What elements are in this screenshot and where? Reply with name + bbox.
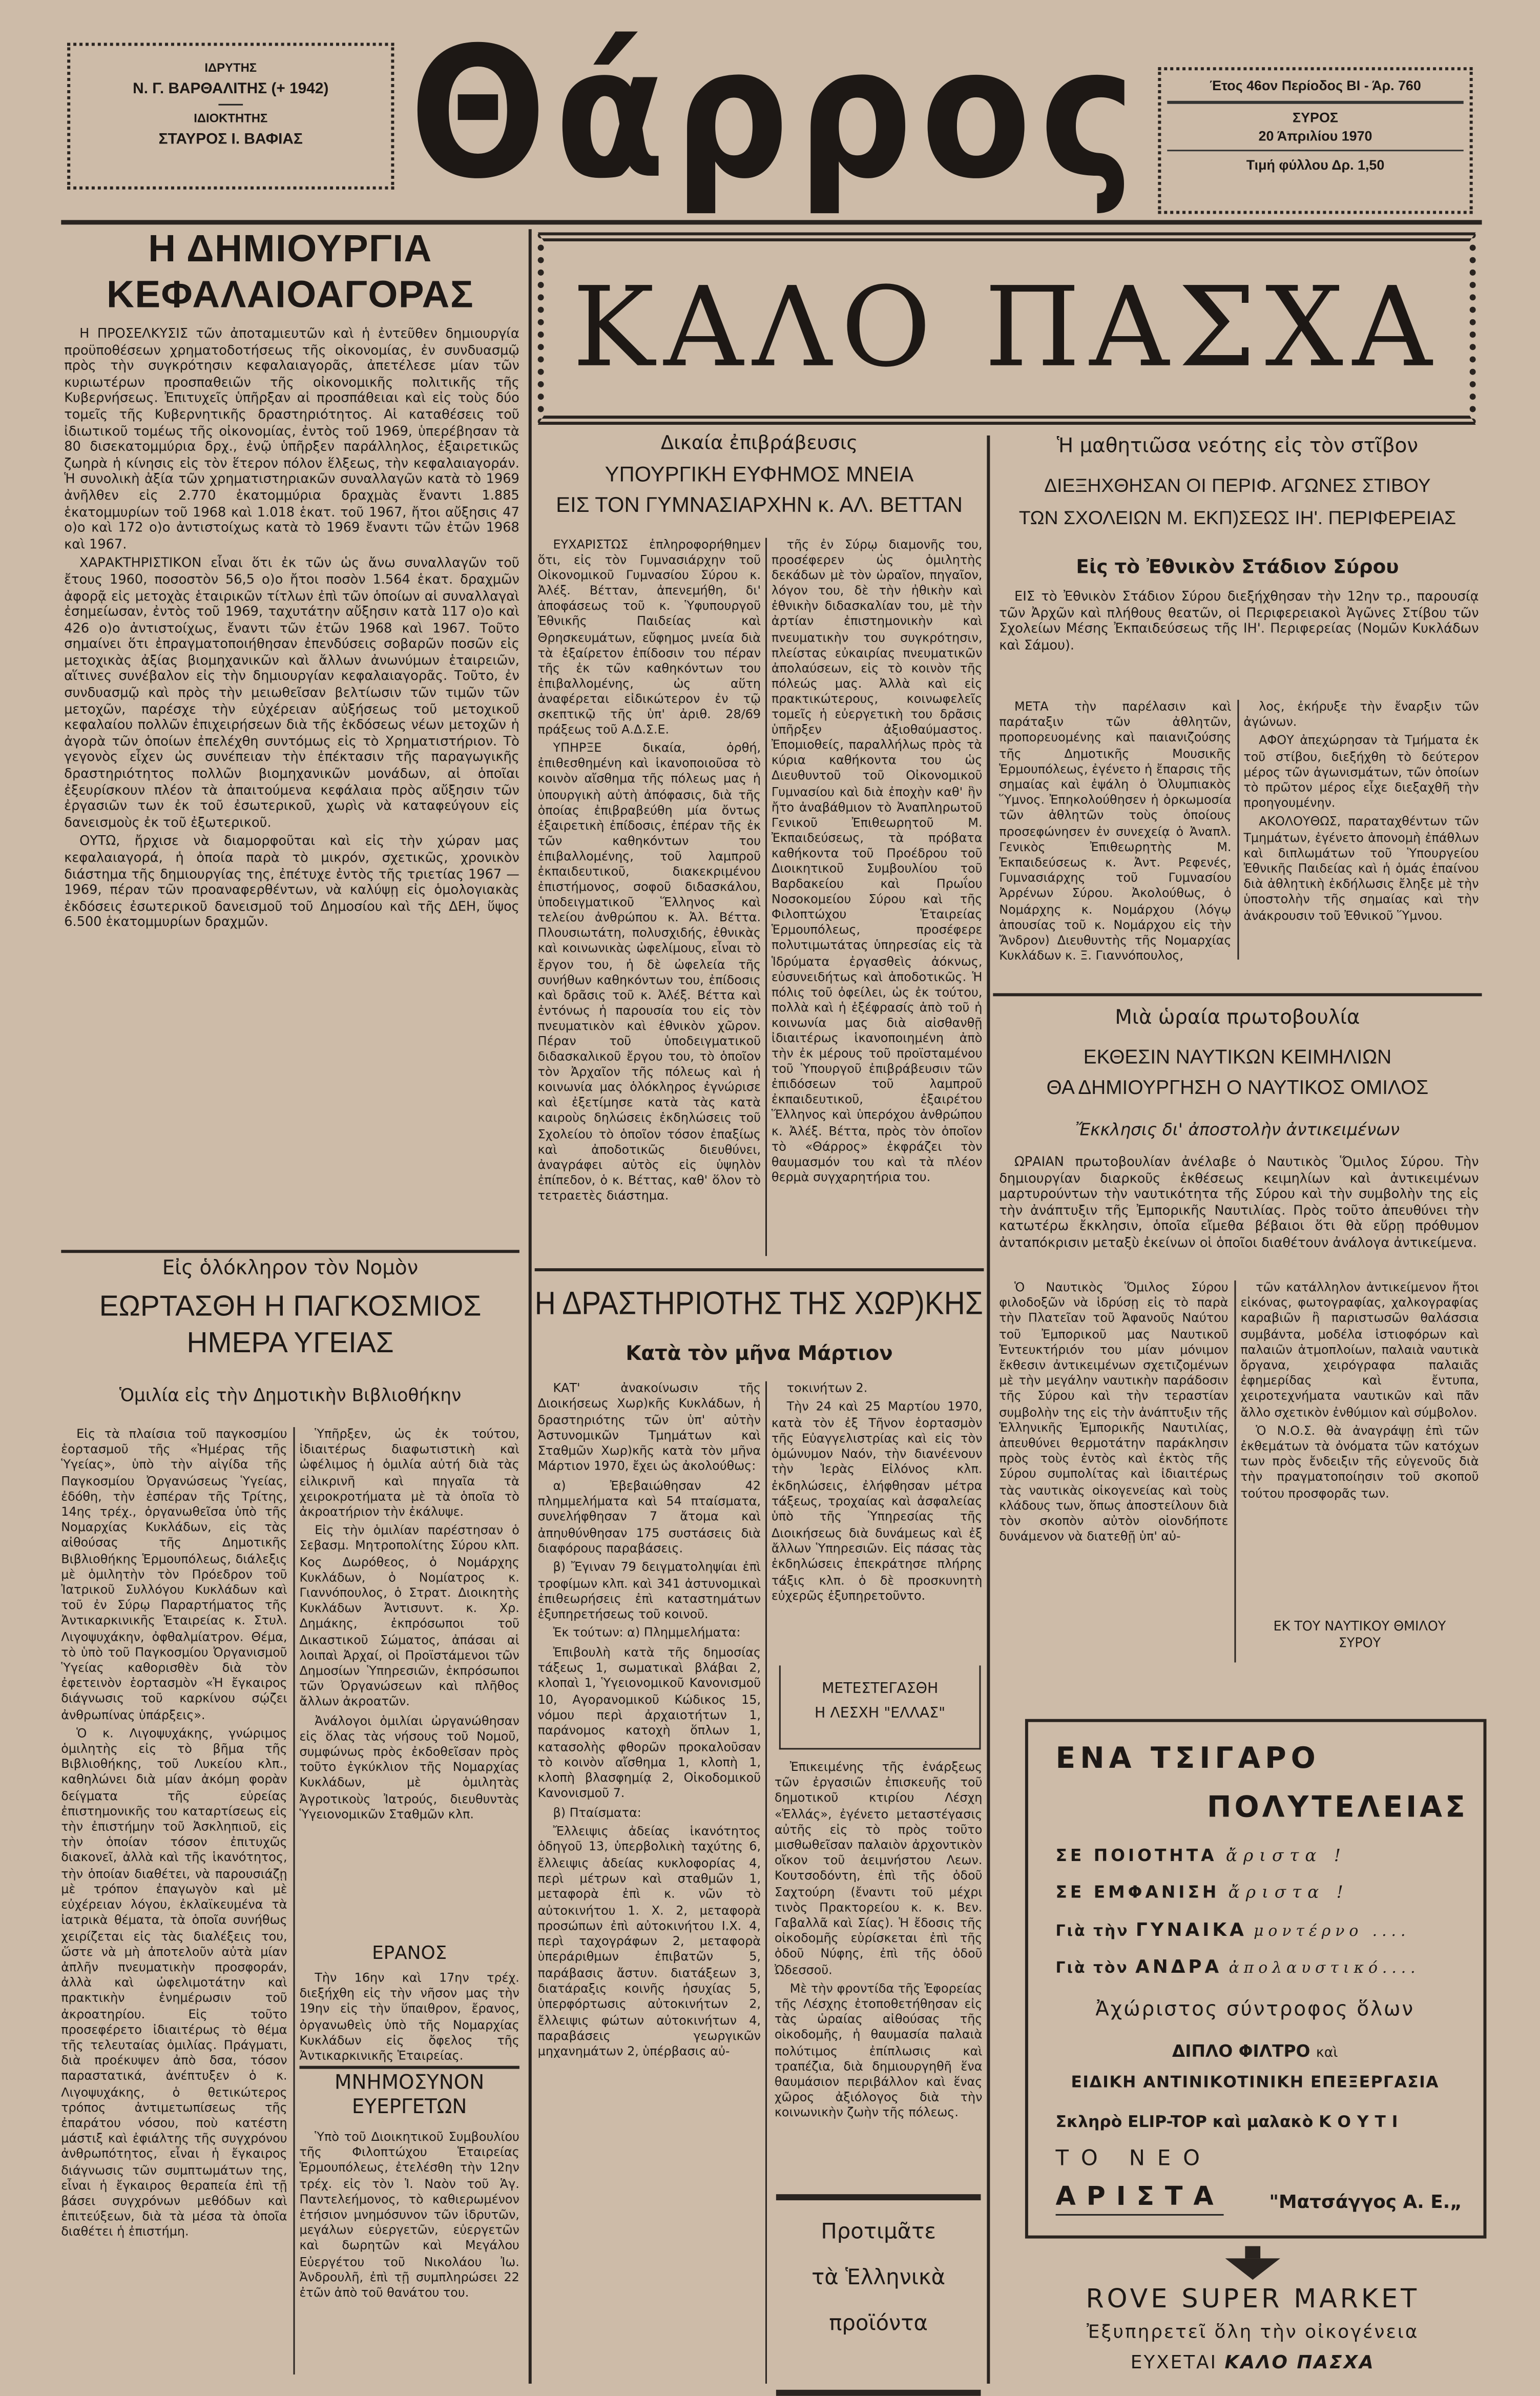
nautical-headline-line1: ΕΚΘΕΣΙΝ ΝΑΥΤΙΚΩΝ ΚΕΙΜΗΛΙΩΝ <box>1083 1045 1392 1068</box>
paragraph: ΕΥΧΑΡΙΣΤΩΣ ἐπληροφορήθημεν ὅτι, εἰς τὸν Γυμνασιάρχην τοῦ Οἰκονομικοῦ Γυμνασίου Σύρου κ. Ἀλέξ. Βέτταν, ἀπενεμήθη, δι' ἀποφάσεως τοῦ κ. Ὑφυπουργοῦ Ἐθνικῆς Παιδείας καὶ Θρησκευμάτων, εὔφημος μνεία διὰ τὰ ἐξαίρετον ἐπίδοσιν του πέραν τῆς ἐκ τῶν καθηκόντων του ἐπιβαλλομένης, ὡς αὕτη ἀναφέρεται εἰδικώτερον ἐν τῷ σκεπτικῷ τῆς ὑπ' ἀριθ. 28/69 πράξεως τοῦ Α.Δ.Σ.Ε. <box>537 538 761 737</box>
arista-l8a: ΔΙΠΛΟ ΦΙΛΤΡΟ <box>1172 2041 1310 2061</box>
arista-l2: ΠΟΛΥΤΕΛΕΙΑΣ <box>1207 1790 1468 1825</box>
betta-headline-line2: ΕΙΣ ΤΟΝ ΓΥΜΝΑΣΙΑΡΧΗΝ κ. ΑΛ. ΒΕΤΤΑΝ <box>556 492 963 517</box>
club-box-header <box>779 1665 981 1749</box>
section-rule <box>61 1250 519 1252</box>
greek-ad-line3: προϊόντα <box>829 2311 928 2337</box>
health-subhead-text: Ὁμιλία εἰς τὴν Δημοτικὴν Βιβλιοθήκην <box>119 1384 462 1406</box>
arista-l6c: ἀπολαυστικό.... <box>1229 1960 1420 1977</box>
column-divider <box>1237 700 1239 960</box>
arista-l4 <box>1056 1881 1468 1906</box>
athletics-subhead <box>993 553 1482 579</box>
athletics-headline-line2: ΤΩΝ ΣΧΟΛΕΙΩΝ Μ. ΕΚΠ)ΣΕΩΣ ΙΗ'. ΠΕΡΙΦΕΡΕΙΑΣ <box>1018 507 1456 529</box>
section-rule <box>299 2066 519 2068</box>
arista-l7: Ἀχώριστος σύντροφος ὅλων <box>1095 1998 1415 2022</box>
health-subhead <box>61 1385 519 1408</box>
paragraph: β) Ἔγιναν 79 δειγματοληψίαι ἐπὶ τροφίμων κλπ. καὶ 341 ἀστυνομικαὶ ἐπιθεωρήσεις ἐπὶ καταστημάτων ἐξυπηρετήσεως τοῦ κοινοῦ. <box>537 1560 761 1622</box>
nautical-subhead <box>993 1119 1482 1142</box>
paragraph: τῆς ἐν Σύρῳ διαμονῆς του, προσέφερεν ὡς ὁμιλητὴς δεκάδων μὲ τὸν ὡραῖον, πηγαῖον, λόγον του, δὲ τὴν ἠθικὴν καὶ ἐθνικὴν διδασκαλίαν του, μὲ τὴν ἀρτίαν ἐπιστημονικὴν καὶ πνευματικὴν του συγκρότησιν, πλείστας εὐκαιρίας πνευματικῶν ἀπολαύσεων, εἰς τὸ κοινὸν τῆς πόλεώς μας. Ἀλλὰ καὶ εἰς πρακτικώτερους, κοινωφελεῖς τομεῖς ἡ εὐεργετικὴ του δρᾶσις ὑπῆρξεν ἀξιοθαύμαστος. Ἐπομιοθείς, παραλλήλως πρὸς τὰ κύρια καθήκοντα του ὡς Διευθυντοῦ τοῦ Οἰκονομικοῦ Γυμνασίου καὶ διὰ ἐποχὴν καθ' ἣν ἤτο ἀναβάθμιον τὸ Ἀναπληρωτοῦ Γενικοῦ Ἐπιθεωρητοῦ Μ. Ἐκπαιδεύσεως, τὰ πρόβατα καθήκοντα τοῦ Προέδρου τοῦ Διοικητικοῦ Συμβουλίου τοῦ Βαρδακείου καὶ Πρωΐου Νοσοκομείου Σύρου καὶ τῆς Φιλοπτώχου Ἑταιρείας Ἑρμουπόλεως, προσέφερε πολυτιμωτάτας ὑπηρεσίας εἰς τὰ Ἱδρύματα ἐργασθεὶς ἀόκνως, εὐσυνειδήτως καὶ ἀποδοτικῶς. Ἡ πόλις τοῦ ὀφείλει, ὡς ἐκ τούτου, πολλὰ καὶ ἡ ἐξέφρασίς ἀπὸ τοῦ ἡ κοινωνία μας διὰ αἰσθανθῇ ἰδιαιτέρως ἱκανοποιημένη ἀπὸ τὴν ἐκ μέρους τοῦ προϊσταμένου τοῦ Ὑπουργοῦ ἐπιβράβευσιν τῶν ἐπιδόσεων τοῦ λαμπροῦ ἐκπαιδευτικοῦ, ἐξαιρέτου Ἕλληνος καὶ ὑπερόχου ἀνθρώπου κ. Ἀλέξ. Βέττα, πρὸς τὸν ὁποῖον τὸ «Θάρρος» ἐκφράζει τὸν θαυμασμόν του καὶ τὰ πλέον θερμὰ συγχαρητήρια του. <box>771 538 983 1184</box>
police-col2 <box>772 1381 983 1663</box>
police-subhead <box>535 1341 984 1368</box>
arista-l10 <box>1056 2110 1468 2135</box>
paragraph: Η ΠΡΟΣΕΛΚΥΣΙΣ τῶν ἀποταμιευτῶν καὶ ἡ ἐντεῦθεν δημιουργία προϋποθέσεων χρηματοδοτήσεως τῆς οἰκονομίας, ἐν συνδυασμῷ πρὸς τὴν συγκρότησιν κεφαλαιαγορᾶς, ἀπετέλεσε μίαν τῶν κυριωτέρων προσπαθειῶν τῆς οἰκονομικῆς πολιτικῆς τῆς Κυβερνήσεως. Ἐπιτυχεῖς ὑπῆρξαν αἱ προσπάθειαι καὶ εἰς τοὺς δύο τομεῖς τῆς Κυβερνητικῆς δραστηριότητος. Αἱ καταθέσεις τοῦ ἰδιωτικοῦ τομέως τῆς οἰκονομίας, ἐντὸς τοῦ 1969, ὑπερέβησαν τὰ 80 δισεκατομμύρια δρχ., ἐνῷ ὑπῆρξεν παράλληλος, ἐξαιρετικῶς ζωηρὰ ἡ κίνησις εἰς τὸν ἕτερον πόλον ἕλξεως, τὴν κεφαλαιαγοράν. Ἡ συνολικὴ ἀξία τῶν χρηματιστηριακῶν συναλλαγῶν κατὰ τὸ 1969 ἀνῆλθεν εἰς 2.770 ἑκατομμύρια δραχμὰς ἔναντι 1.885 ἑκατομμυρίων τοῦ 1968 καὶ 1.018 ἑκατ. τοῦ 1967, ἤτοι αὔξησις 47 ο)ο καὶ 172 ο)ο ἀντιστοίχως κατὰ τὸ 1969 ἔναντι τῶν ἐτῶν 1968 καὶ 1967. <box>64 327 519 553</box>
police-col1 <box>538 1381 761 2384</box>
capital-headline-line1: Η ΔΗΜΙΟΥΡΓΙΑ <box>148 228 432 271</box>
paragraph: ΩΡΑΙΑΝ πρωτοβουλίαν ἀνέλαβε ὁ Ναυτικὸς Ὅμιλος Σύρου. Τὴν δημιουργίαν διαρκοῦς ἐκθέσεως κειμηλίων καὶ ἀντικειμένων μαρτυρούντων τὴν ναυτικότητα τῆς Σύρου καὶ τὴν συμβολὴν της εἰς τὴν ἀνάπτυξιν τῆς Ἐμπορικῆς Ναυτιλίας. Πρὸς τοῦτο ἀπευθύνει τὴν κατωτέρω ἔκκλησιν, ὁποῖα εἴμεθα βέβαιοι ὅτι θὰ εὕρῃ πρόθυμον ἀνταπόκρισιν μεταξὺ ἐκείνων οἱ ὁποῖοι διαθέτουν ἀνάλογα ἀντικείμενα. <box>999 1155 1479 1252</box>
arista-l3b: ἄριστα ! <box>1225 1846 1347 1866</box>
club-title-line2: Η ΛΕΣΧΗ "ΕΛΛΑΣ" <box>815 1705 946 1722</box>
paragraph: ΥΠΗΡΞΕ δικαία, ὀρθή, ἐπιθεσθημένη καὶ ἱκανοποιοῦσα τὸ κοινὸν αἴσθημα τῆς πόλεως μας ἡ ὑπουργικὴ αὐτὴ ἀπόφασις, διὰ τῆς ὁποίας ἐπιβραβεύθη μία ὄντως ἐξαιρετικὴ ἐπίδοσις, ἐπέραν τῆς ἐκ τῶν καθηκόντων του ἐπιβαλλομένης, τοῦ λαμπροῦ ἐκπαιδευτικοῦ, διακεκριμένου ἐπιστήμονος, σοφοῦ διδασκάλου, ὑποδειγματικοῦ Ἕλληνος καὶ τελείου ἀνθρώπου κ. Ἀλ. Βέττα. Πλουσιωτάτη, πολυσχιδής, ἐθνικὰς καὶ κοινωνικὰς ὠφελίμους, εἶναι τὸ ἔργον του, ἡ δὲ ὠφελεία τῆς συνήθων καθηκόντων του, ἐπίδοσις καὶ δρᾶσις τοῦ κ. Ἀλέξ. Βέττα καὶ ἐντόνως ἡ παρουσία του εἰς τὸν πνευματικὸν καὶ ἐθνικὸν χῶρον. Πέραν τοῦ ὑποδειγματικοῦ διδασκαλικοῦ ἔργου του, τὸ ὁποῖον τὸν Ἀρχαῖον τῆς πόλεως καὶ ἡ κοινωνία μας ὁλόκληρος ἐγνώρισε καὶ ἐξετίμησε κατὰ τὰς κατὰ καιροὺς δηλώσεις ἐκδηλώσεις τοῦ Σχολείου τὸ ὁποῖον τόσον ἐπαξίως καὶ ἀποδοτικῶς διευθύνει, ἀναγράφει αὐτὸς εἰς ὑψηλὸν ἐπίπεδον, ὁ κ. Βέττας, καθ' ὅλον τὸ τετραετὲς διάστημα. <box>537 741 761 1203</box>
nautical-kicker-text: Μιὰ ὡραία πρωτοβουλία <box>1115 1007 1360 1030</box>
athletics-subhead-text: Εἰς τὸ Ἐθνικὸν Στάδιον Σύρου <box>1076 554 1399 578</box>
mnimosynon-title <box>299 2072 519 2124</box>
betta-kicker <box>535 431 984 456</box>
health-headline-line1: ΕΩΡΤΑΣΘΗ Η ΠΑΓΚΟΣΜΙΟΣ <box>99 1291 482 1324</box>
column-divider <box>529 229 531 2384</box>
paragraph: Ὑπὸ τοῦ Διοικητικοῦ Συμβουλίου τῆς Φιλοπτώχου Ἑταιρείας Ἑρμουπόλεως, ἐτελέσθη τὴν 12ην τρέχ. εἰς τὸν Ἱ. Ναὸν τοῦ Ἁγ. Παντελεήμονος, τὸ καθιερωμένον ἐτήσιον μνημόσυνον τῶν ἱδρυτῶν, μεγάλων εὐεργετῶν, εὐεργετῶν καὶ δωρητῶν καὶ Μεγάλου Εὐεργέτου τοῦ Νικολάου Ἰω. Ἀνδρουλῆ, ἐπὶ τῇ συμπληρώσει 22 ἐτῶν ἀπὸ τοῦ θανάτου του. <box>299 2130 519 2300</box>
health-kicker-text: Εἰς ὁλόκληρον τὸν Νομὸν <box>162 1257 419 1280</box>
mnimosynon-body <box>299 2130 519 2384</box>
arista-l6b: ΑΝΔΡΑ <box>1135 1955 1222 1977</box>
athletics-col1 <box>999 699 1232 963</box>
paragraph: Τὴν 24 καὶ 25 Μαρτίου 1970, κατὰ τὸν ἐξ Τῆνον ἑορτασμὸν τῆς Εὐαγγελιστρίας καὶ εἰς τὸν ὁμώνυμον Ναόν, τὴν διανέενουν τὴν Ἱερὰς Εἰλόνος κλπ. ἐκδηλώσεις, ἐλήφθησαν μέτρα τάξεως, τροχαίας καὶ ἀσφαλείας ὑπὸ τῆς Ὑπηρεσίας τῆς Διοικήσεως διὰ δυνάμεως καὶ ἐξ ἄλλων Ὑπηρεσιῶν. Εἰς πάσας τὰς ἐκδηλώσεις ἐπεκράτησε πλήρης τάξις κλπ. ὁ δὲ προσκυνητὴ εὐχερῶς ἐξυπηρετοῦντο. <box>771 1400 983 1603</box>
paragraph: Ἔλλειψις ἀδείας ἱκανότητος ὁδηγοῦ 13, ὑπερβολικὴ ταχύτης 6, ἔλλειψις ἀδείας κυκλοφορίας 4, περὶ μέτρων καὶ σταθμῶν 1, μεταφορὰ ἐπὶ κ. νῶν τὸ αὐτοκινήτου 1. Χ. 2, μεταφορὰ προσώπων ἐπὶ αὐτοκινήτου Ι.Χ. 4, περὶ ταχογράφων 2, μεταφορὰ ὑπεράριθμων ἐπιβατῶν 5, παράβασις ἄστυν. διατάξεων 3, διατάραξις κοινῆς ἡσυχίας 5, ὑπερφόρτωσις αὐτοκινήτων 2, ἔλλειψις φώτων αὐτοκινήτων 4, παραβάσεις γεωργικῶν μηχανημάτων 2, ὑπέρβασις αὐ- <box>537 1824 761 2059</box>
police-headline-text: Η ΔΡΑΣΤΗΡΙΟΤΗΣ ΤΗΣ ΧΩΡ)ΚΗΣ <box>534 1286 983 1322</box>
rove-name-text: ROVE SUPER MARKET <box>1086 2284 1420 2315</box>
owner-label: ΙΔΙΟΚΤΗΤΗΣ <box>194 111 268 126</box>
arista-l5c: μοντέρνο .... <box>1254 1924 1410 1941</box>
column-divider <box>765 1381 767 2384</box>
capital-headline-line2: ΚΕΦΑΛΑΙΟΑΓΟΡΑΣ <box>106 273 474 317</box>
paragraph: Ἀνάλογοι ὁμιλίαι ὠργανώθησαν εἰς ὅλας τὰς νήσους τοῦ Νομοῦ, συμφώνως πρὸς ἐκδοθεῖσαν πρὸς τοῦτο ἐγκύκλιον τῆς Νομαρχίας Κυκλάδων, μὲ ὁμιλητὰς Ἀγροτικοὺς Ἰατρούς, διευθυντὰς Ὑγειονομικῶν Σταθμῶν κλπ. <box>299 1713 519 1822</box>
health-col1 <box>61 1427 287 2384</box>
nautical-kicker <box>993 1005 1482 1033</box>
paragraph: τῶν κατάλληλον ἀντικείμενον ἤτοι εἰκόνας, φωτογραφίας, χαλκογραφίας καραβιῶν ἢ παριστωσῶν θαλάσσια συμβάντα, μοδέλα ἱστιοφόρων καὶ παλαιῶν ἀτμοπλοίων, παλαιὰ ναυτικὰ ὄργανα, χειρόγραφα παλαιᾶς ἐφημερίδας καὶ ἔντυπα, χειροτεχνήματα ναυτικῶν καὶ πᾶν ἄλλο σχετικὸν ἐνθύμιον καὶ σύμβολον. <box>1240 1280 1479 1419</box>
mnimosynon-title-line1: ΜΝΗΜΟΣΥΝΟΝ <box>335 2072 485 2095</box>
issue-price: Τιμή φύλλου Δρ. 1,50 <box>1246 157 1385 173</box>
capital-headline <box>61 226 519 318</box>
paragraph: λος, ἐκήρυξε τὴν ἔναρξιν τῶν ἀγώνων. <box>1243 699 1479 730</box>
arista-l10c: ΚΟΥΤΙ <box>1319 2113 1404 2132</box>
paragraph: ΕΙΣ τὸ Ἐθνικὸν Στάδιον Σύρου διεξήχθησαν τὴν 12ην τρ., παρουσίᾳ τῶν Ἀρχῶν καὶ πλήθους θεατῶν, οἱ Περιφερειακοὶ Ἀγῶνες Στίβου τῶν Σχολείων Μέσης Ἐκπαιδεύσεως τῆς ΙΗ'. Περιφερείας (Νομῶν Κυκλάδων καὶ Σάμου). <box>999 590 1479 654</box>
paragraph: ΑΚΟΛΟΥΘΩΣ, παραταχθέντων τῶν Τμημάτων, ἐγένετο ἀπονομὴ ἐπάθλων καὶ διπλωμάτων τοῦ Ὑπουργείου Ἐθνικῆς Παιδείας καὶ ἡ ὁμάς ἐπαίνου διὰ ἀθλητικὴ ἐκδήλωσις ἔληξε μὲ τὴν ὑποστολὴν τῆς σημαίας καὶ τὴν ἀνάκρουσιν τοῦ Ἐθνικοῦ Ὕμνου. <box>1243 815 1479 923</box>
issue-number: Έτος 46ον Περίοδος ΒΙ - Άρ. 760 <box>1210 78 1421 93</box>
column-divider <box>294 1427 295 2374</box>
club-title-line1: ΜΕΤΕΣΤΕΓΑΣΘΗ <box>821 1681 939 1698</box>
paragraph: Ἐπικειμένης τῆς ἐνάρξεως τῶν ἐργασιῶν ἐπισκευῆς τοῦ δημοτικοῦ κτιρίου Λέσχη «Ἑλλάς», ἐγένετο μεταστέγασις αὐτῆς εἰς τὸ πρὸς τοῦτο μισθωθεῖσαν παλαιὸν ἀρχοντικὸν οἴκον τοῦ ἀειμνήστου Λεων. Κουτσοδόντη, ἐπὶ τῆς ὁδοῦ Σαχτούρη (ἔναντι τοῦ μέχρι τινὸς Πρακτορείου κ. κ. Βεν. Γαβαλλᾶ καὶ Σίας). Ἡ ἔδοσις τῆς οἰκοδομῆς εὑρίσκεται ἐπὶ τῆς ὁδοῦ Νύφης, ἐπὶ τῆς ὁδοῦ Ὠδεσσοῦ. <box>774 1760 983 1977</box>
arista-l11: ΤΟ ΝΕΟ <box>1055 2146 1212 2172</box>
health-headline-line2: ΗΜΕΡΑ ΥΓΕΙΑΣ <box>186 1328 394 1360</box>
nautical-col2 <box>1240 1280 1479 1565</box>
paragraph: α) Ἐβεβαιώθησαν 42 πλημμελήματα καὶ 54 πταίσματα, συνελήφθησαν 7 ἄτομα καὶ ἀπηυθύνθησαν 175 συστάσεις διὰ διαφόρους παραβάσεις. <box>537 1478 761 1556</box>
rove-tagline-text: Ἐξυπηρετεῖ ὅλη τὴν οἰκογένεια <box>1086 2321 1419 2343</box>
betta-col1 <box>538 538 761 1259</box>
masthead-title: Θάρρος <box>409 7 1143 219</box>
greek-products-ad <box>776 2194 981 2396</box>
athletics-col2 <box>1243 700 1479 960</box>
paragraph: Ὁ Ναυτικὸς Ὅμιλος Σύρου φιλοδοξῶν νὰ ἱδρύσῃ εἰς τὸ παρὰ τὴν Πλατεῖαν τοῦ Ἀφανοῦς Ναύτου τοῦ Ἐμπορικοῦ μας Ναυτικοῦ Ἐντευκτήριόν του μίαν μόνιμον ἔκθεσιν ἀντικειμένων σχετιζομένων μὲ τὴν μεγάλην ναυτικὴν παράδοσιν τῆς Σύρου καὶ τὴν τεραστίαν συμβολὴν της εἰς τὴν ἀνάπτυξιν τῆς Ἑλληνικῆς Ἐμπορικῆς Ναυτιλίας, ἀπευθύνει θερμοτάτην παράκλησιν πρὸς τοὺς ἐντὸς καὶ ἐκτὸς τῆς Σύρου συμπολίτας καὶ ἰδιαιτέρως τὰς ναυτικὰς οἰκογενείας καὶ τοὺς κλάδους των, ὅπως ἀποστείλουν διὰ τὸν σκοπὸν αὐτὸν οἱονδήποτε δυνάμενον νὰ διατεθῇ ὑπ' αὐ- <box>999 1280 1229 1544</box>
rove-wish-a: ΕΥΧΕΤΑΙ <box>1130 2351 1218 2373</box>
betta-col2 <box>772 538 983 1259</box>
arista-cigarette-ad <box>1025 1719 1487 2239</box>
rove-name <box>993 2284 1512 2317</box>
nautical-subhead-text: Ἔκκλησις δι' ἀποστολὴν ἀντικειμένων <box>1075 1120 1400 1140</box>
arista-l1: ΕΝΑ ΤΣΙΓΑΡΟ <box>1055 1742 1320 1776</box>
arista-l9: ΕΙΔΙΚΗ ΑΝΤΙΝΙΚΟΤΙΝΙΚΗ ΕΠΕΞΕΡΓΑΣΙΑ <box>1071 2073 1439 2092</box>
paragraph: Μὲ τὴν φροντίδα τῆς Ἐφορείας τῆς Λέσχης ἐτοποθετήθησαν εἰς τὰς ὡραίας αἰθούσας τῆς οἰκοδομῆς, ἡ θαυμασία παλαιὰ πολύτιμος ἐπίπλωσις καὶ τραπέζια, διὰ δημιουργηθῆ ἕνα θαυμάσιον περιβάλλον καὶ ἕνας χῶρος ἀξιόλογος διὰ τὴν κοινωνικὴν ζωὴν τῆς πόλεως. <box>774 1981 983 2120</box>
arista-l8 <box>1040 2040 1470 2066</box>
paragraph: ΚΑΤ' ἀνακοίνωσιν τῆς Διοικήσεως Χωρ)κῆς Κυκλάδων, ἡ δραστηριότης τῶν ὑπ' αὐτὴν Ἀστυνομικῶν Τμημάτων καὶ Σταθμῶν Χωρ)κῆς κατὰ τὸν μῆνα Μάρτιον 1970, ἔχει ὡς ἀκολούθως: <box>537 1381 761 1474</box>
column-divider <box>987 436 989 2384</box>
arista-l3 <box>1056 1844 1468 1869</box>
paragraph: ΑΦΟΥ ἀπεχώρησαν τὰ Τμήματα ἐκ τοῦ στίβου, διεξήχθη τὸ δεύτερον μέρος τῶν ἀγωνισμάτων, τῶν ὁποίων τὸ πρῶτον μέρος εἶχε διεξαχθῆ τὴν προηγουμένην. <box>1243 734 1479 811</box>
down-arrow-icon <box>1222 2246 1283 2280</box>
arista-l4a: ΣΕ ΕΜΦΑΝΙΣΗ <box>1055 1882 1220 1903</box>
arista-l6 <box>1056 1954 1468 1982</box>
column-divider <box>1234 1280 1236 1663</box>
rove-wish-b: ΚΑΛΟ ΠΑΣΧΑ <box>1224 2351 1375 2373</box>
athletics-kicker <box>993 434 1482 462</box>
eranos-body <box>299 1971 519 2063</box>
eranos-title <box>299 1940 519 1965</box>
mnimosynon-title-line2: ΕΥΕΡΓΕΤΩΝ <box>351 2096 467 2120</box>
eranos-title-text: ΕΡΑΝΟΣ <box>372 1942 447 1964</box>
issue-place: ΣΥΡΟΣ <box>1293 109 1338 125</box>
arista-l5a: Γιὰ τὴν <box>1055 1924 1129 1941</box>
nautical-signature-line1: ΕΚ ΤΟΥ ΝΑΥΤΙΚΟΥ ΘΜΙΛΟΥ <box>1273 1619 1446 1635</box>
paragraph: Ὁ κ. Λιγοψυχάκης, γνώριμος ὁμιλητὴς εἰς τὸ βῆμα τῆς Βιβλιοθήκης, τοῦ Λυκείου κλπ., καθηλώνει διὰ μίαν ἀκόμη φορὰν δείγματα τῆς εὐρείας ἐπιστημονικῆς του καταρτίσεως εἰς τὴν ἐπιστήμην τοῦ Ἀσκληπιοῦ, εἰς τὴν ὁποίαν τόσον ἐπιτυχῶς διακονεῖ, ἀλλὰ καὶ τῆς ἱκανότητος, τὴν ὁποίαν διαθέτει, νὰ παρουσιάζῃ μὲ τρόπον ἐπαγωγὸν καὶ μὲ εὐχέρειαν λόγου, ἐκλαϊκευμένα τὰ ἰατρικὰ θέματα, τὰ ὁποῖα συνήθως χειρίζεται εἰς τὰς διαλέξεις του, ὥστε νὰ μὴ ἀποτελοῦν αὐτὰ μίαν ἀπλῆν πνευματικὴν προσφοράν, ἀλλὰ καὶ ὠφελιμοτάτην καὶ πρακτικὴν ἐνημέρωσιν τοῦ ἀκροατηρίου. Εἰς τοῦτο προσεφέρετο ἰδιαιτέρως τὸ θέμα τῆς τελευταίας ὁμιλίας. Πράγματι, διὰ προέκυψεν ἀπὸ δσα, τόσον παραστατικά, ἀνέπτυξεν ὁ κ. Λιγοψυχάκης, ὁ θετικώτερος τρόπος ἀντιμετωπίσεως τῆς ἐπαράτου νόσου, ποὺ κατέστη μάστιξ καὶ ἐφιάλτης τῆς συγχρόνου ἀνθρωπότητος, εἶναι ἡ ἔγκαιρος διάγνωσις τῶν συμπτωμάτων της, εἶναι ἡ ἔγκαιρος θεραπεία ἐπὶ τῇ βάσει συγχρόνων μεθόδων καὶ ἐπιτεύξεων, διὰ τὰ μέσα τὰ ὁποῖα διαθέτει ἡ ἐπιστήμη. <box>61 1726 287 2239</box>
easter-banner <box>538 232 1476 425</box>
founder-label: ΙΔΡΥΤΗΣ <box>204 61 257 75</box>
issue-box <box>1158 67 1472 214</box>
nautical-headline-line2: ΘΑ ΔΗΜΙΟΥΡΓΗΣΗ Ο ΝΑΥΤΙΚΟΣ ΟΜΙΛΟΣ <box>1046 1076 1429 1099</box>
health-headline <box>61 1290 519 1369</box>
arista-l4b: ἄριστα ! <box>1228 1882 1349 1903</box>
arista-l6a: Γιὰ τὸν <box>1055 1960 1129 1977</box>
rove-tagline <box>993 2320 1512 2344</box>
paragraph: Εἰς τὰ πλαίσια τοῦ παγκοσμίου ἑορτασμοῦ τῆς «Ἡμέρας τῆς Ὑγείας», ὑπὸ τὴν αἰγίδα τῆς Παγκοσμίου Ὀργανώσεως Ὑγείας, ἐδόθη, τὴν ἑσπέραν τῆς Τρίτης, 14ης τρέχ., ὀργανωθεῖσα ὑπὸ τῆς Νομαρχίας Κυκλάδων, εἰς τὰς αἰθούσας τῆς Δημοτικῆς Βιβλιοθήκης Ἑρμουπόλεως, διάλεξις μὲ ὁμιλητὴν τὸν Πρόεδρον τοῦ Ἰατρικοῦ Συλλόγου Κυκλάδων καὶ τοῦ ἐν Σύρῳ Παραρτήματος τῆς Ἀντικαρκινικῆς Ἑταιρείας κ. Στυλ. Λιγοψυχάκην, ὀφθαλμίατρον. Θέμα, τὸ ὑπὸ τοῦ Παγκοσμίου Ὀργανισμοῦ Ὑγείας καθορισθὲν διὰ τὸν ἐφετεινὸν ἑορτασμὸν «Ἡ ἔγκαιρος διάγνωσις τοῦ καρκίνου σῴζει ἀνθρωπίνας ὑπάρξεις». <box>61 1427 287 1722</box>
arista-l13: "Ματσάγγος Α. Ε.„ <box>1269 2191 1462 2213</box>
greek-ad-line1: Προτιμᾶτε <box>821 2220 936 2245</box>
arista-l8b: καὶ <box>1316 2046 1338 2061</box>
column-divider <box>765 538 767 1256</box>
issue-date: 20 Άπριλίου 1970 <box>1258 127 1372 143</box>
betta-kicker-text: Δικαία ἐπιβράβευσις <box>660 430 858 454</box>
capital-article-body <box>64 327 519 1244</box>
police-headline <box>535 1277 984 1335</box>
arista-l10a: Σκληρὸ <box>1055 2113 1122 2132</box>
owner-name: ΣΤΑΥΡΟΣ Ι. ΒΑΦΙΑΣ <box>158 131 303 149</box>
paragraph: ΟΥΤΩ, ἤρχισε νὰ διαμορφοῦται καὶ εἰς τὴν χώραν μας κεφαλαιαγορά, ἡ ὁποία παρὰ τὸ μικρόν, σχετικῶς, χρονικὸν διάστημα τῆς δημιουργίας της, ἐπέτυχε ἐντὸς τῆς τριετίας 1967 — 1969, πέραν τῶν προαναφερθέντων, νὰ καλύψῃ εἰς ὁμολογιακὰς ἐκδόσεις ἐσωτερικοῦ δανεισμοῦ τοῦ Δημοσίου καὶ τῆς ΔΕΗ, ὕψος 6.500 ἑκατομμυρίων δραχμῶν. <box>64 835 519 932</box>
paragraph: Ἐκ τούτων: α) Πλημμελήματα: <box>553 1626 741 1641</box>
nautical-col1 <box>999 1280 1228 1671</box>
athletics-intro <box>999 590 1479 697</box>
arista-l10b: ELIP-TOP καὶ μαλακὸ <box>1128 2113 1314 2132</box>
arista-l5b: ΓΥΝΑΙΚΑ <box>1135 1919 1247 1941</box>
paragraph: Εἰς τὴν ὁμιλίαν παρέστησαν ὁ Σεβασμ. Μητροπολίτης Σύρου κλπ. Κος Δωρόθεος, ὁ Νομάρχης Κυκλάδων, ὁ Νομίατρος κ. Γιαννόπουλος, ὁ Στρατ. Διοικητὴς Κυκλάδων Ἀντισυντ. κ. Χρ. Δημάκης, ἐκπρόσωποι τοῦ Δικαστικοῦ Σώματος, ἀπάσαι αἱ λοιπαὶ Ἀρχαί, οἱ Προϊστάμενοι τῶν Δημοσίων Ὑπηρεσιῶν, ἐκπρόσωποι τῶν Ὀργανώσεων καὶ πλῆθος ἄλλων ἀκροατῶν. <box>299 1523 519 1709</box>
paragraph: ΜΕΤΑ τὴν παρέλασιν καὶ παράταξιν τῶν ἀθλητῶν, προπορευομένης καὶ παιανιζούσης τῆς Δημοτικῆς Μουσικῆς Ἑρμουπόλεως, ἐγένετο ἡ ἔπαρσις τῆς σημαίας καὶ ἐψάλη ὁ Ὀλυμπιακὸς Ὕμνος. Ἐπηκολούθησεν ἡ ὁρκωμοσία τῶν ἀθλητῶν τοὺς ὁποίους προσεφώνησεν ἐν συνεχείᾳ ὁ Ἀναπλ. Γενικὸς Ἐπιθεωρητὴς Μ. Ἐκπαιδεύσεως κ. Ἀντ. Ρεφενές, Γυμνασιάρχης τοῦ Γυμνασίου Ἀρρένων Σύρου. Ἀκολούθως, ὁ Νομάρχης κ. Νομάρχου (λόγῳ ἀπουσίας τοῦ κ. Νομάρχου εἰς τὴν Ἄνδρον) Διευθυντὴς τῆς Νομαρχίας Κυκλάδων κ. Ξ. Γιαννόπουλος, <box>999 699 1232 963</box>
betta-headline-line1: ΥΠΟΥΡΓΙΚΗ ΕΥΦΗΜΟΣ ΜΝΕΙΑ <box>605 461 914 486</box>
athletics-headline-line1: ΔΙΕΞΗΧΘΗΣΑΝ ΟΙ ΠΕΡΙΦ. ΑΓΩΝΕΣ ΣΤΙΒΟΥ <box>1044 475 1431 497</box>
section-rule <box>993 993 1482 995</box>
arista-l3a: ΣΕ ΠΟΙΟΤΗΤΑ <box>1055 1846 1217 1866</box>
athletics-headline <box>993 470 1482 538</box>
founder-box <box>67 43 394 189</box>
health-col2 <box>299 1427 519 1931</box>
club-body <box>775 1760 983 2176</box>
health-kicker <box>61 1256 519 1284</box>
paragraph: β) Πταίσματα: <box>553 1805 641 1820</box>
nautical-signature <box>1240 1620 1479 1654</box>
rove-wish <box>993 2350 1512 2374</box>
easter-banner-text: ΚΑΛΟ ΠΑΣΧΑ <box>572 262 1441 391</box>
nautical-intro <box>999 1155 1479 1277</box>
athletics-kicker-text: Ἡ μαθητιῶσα νεότης εἰς τὸν στῖβον <box>1056 435 1419 459</box>
arista-l12: ΑΡΙΣΤΑ <box>1056 2180 1224 2216</box>
police-subhead-text: Κατὰ τὸν μῆνα Μάρτιον <box>626 1343 893 1366</box>
paragraph: Ἐπιβουλὴ κατὰ τῆς δημοσίας τάξεως 1, σωματικαὶ βλάβαι 2, κλοπαὶ 1, Ὑγειονομικοῦ Κανονισμοῦ 10, Αγορανομικοῦ Κώδικος 15, νόμου περὶ ἀρχαιοτήτων 1, παράνομος κατοχὴ ὅπλων 1, κατασολὴς φθορῶν προκαλοῦσαν τὸ κοινὸν αἴσθημα 1, κλοπὴ 1, κλοπὴ βλασφημίᾳ 2, Οἰκοδομικοῦ Κανονισμοῦ 7. <box>537 1645 761 1801</box>
paragraph: Τὴν 16ην καὶ 17ην τρέχ. διεξήχθη εἰς τὴν νῆσον μας τὴν 19ην εἰς τὴν ὕπαιθρον, ἔρανος, ὀργανωθεὶς ὑπὸ τῆς Νομαρχίας Κυκλάδων εἰς ὄφελος τῆς Ἀντικαρκινικῆς Ἑταιρείας. <box>299 1971 519 2063</box>
nautical-headline <box>993 1042 1482 1106</box>
arista-l5 <box>1056 1917 1468 1945</box>
greek-ad-line2: τὰ Ἑλληνικὰ <box>811 2266 946 2291</box>
paragraph: Ὑπῆρξεν, ὡς ἐκ τούτου, ἰδιαιτέρως διαφωτιστικὴ καὶ ὠφέλιμος ἡ ὁμιλία αὐτή διὰ τὰς εἰλικρινῆ καὶ πηγαῖα τὰ χειροκροτήματα μὲ τὰ ὁποῖα τὸ ἀκροατήριον τὴν ἐκάλυψε. <box>299 1427 519 1519</box>
masthead-rule <box>61 220 1482 224</box>
nautical-signature-line2: ΣΥΡΟΥ <box>1338 1636 1381 1652</box>
paragraph: ΧΑΡΑΚΤΗΡΙΣΤΙΚΟΝ εἶναι ὅτι ἐκ τῶν ὡς ἄνω συναλλαγῶν τοῦ ἔτους 1960, ποσοστὸν 56,5 ο)ο ἤτοι ποσὸν 1.564 ἑκατ. δραχμῶν ἀφορᾷ εἰς μετοχὰς ἑταιρικῶν τίτλων ἐπὶ τῶν ὁποίων αἱ συναλλαγαὶ ἐσημείωσαν, ἐντὸς τοῦ 1969, ταχυτάτην αὔξησιν κατὰ 117 ο)ο καὶ 426 ο)ο ἀντιστοίχως, ἔναντι τῶν ἐτῶν 1968 καὶ 1967. Τοῦτο σημαίνει ὅτι ἐπραγματοποιήθησαν ἐπενδύσεις σοβαρῶν ποσῶν εἰς μετοχικὰς ἀξίας βιομηχανικῶν καὶ ἄλλων ἀνωνύμων ἑταιρειῶν, αἵτινες συνέβαλον εἰς τὴν δημιουργίαν κεφαλαιαγορᾶς. Τοῦτο, ἐν συνδυασμῷ καὶ πρὸς τὴν μειωθεῖσαν βελτίωσιν τῶν τιμῶν τῶν μετοχῶν, παρέσχε τὴν εὐχέρειαν αὐξήσεως τοῦ μετοχικοῦ κεφαλαίου πολλῶν ἐπιχειρήσεων διὰ τῆς ἐκδόσεως νέων μετοχῶν ἡ ἀγορὰ τῶν ὁποίων ἐπελέχθη συντόμως εἰς τὸ Χρηματιστήριον. Τὸ γεγονὸς εἶχεν ὡς συνέπειαν τὴν ἐπέκτασιν τῆς παραγωγικῆς δραστηριότητος πολλῶν βιομηχανικῶν μονάδων, αἱ ὁποῖαι ἐξευρίσκουν πλέον τὰ ἀπαιτούμενα κεφάλαια πρὸς αὔξησιν τῶν ἐργασιῶν των ἐκ τοῦ ἐσωτερικοῦ, χωρὶς νὰ καταφεύγουν εἰς δανεισμοὺς ἐκ τοῦ ἐξωτερικοῦ. <box>64 556 519 831</box>
paragraph: τοκινήτων 2. <box>786 1381 868 1395</box>
betta-headline <box>535 459 984 526</box>
paragraph: Ὁ Ν.Ο.Σ. θὰ ἀναγράψῃ ἐπὶ τῶν ἐκθεμάτων τὰ ὀνόματα τῶν κατόχων των πρὸς ἔνδειξιν τῆς εὐγενοῦς διὰ τὴν πραγματοποίησιν τοῦ σκοποῦ τούτου προσφορᾶς των. <box>1240 1423 1479 1500</box>
section-rule <box>535 1268 984 1271</box>
founder-name: Ν. Γ. ΒΑΡΘΑΛΙΤΗΣ (+ 1942) <box>133 81 329 98</box>
